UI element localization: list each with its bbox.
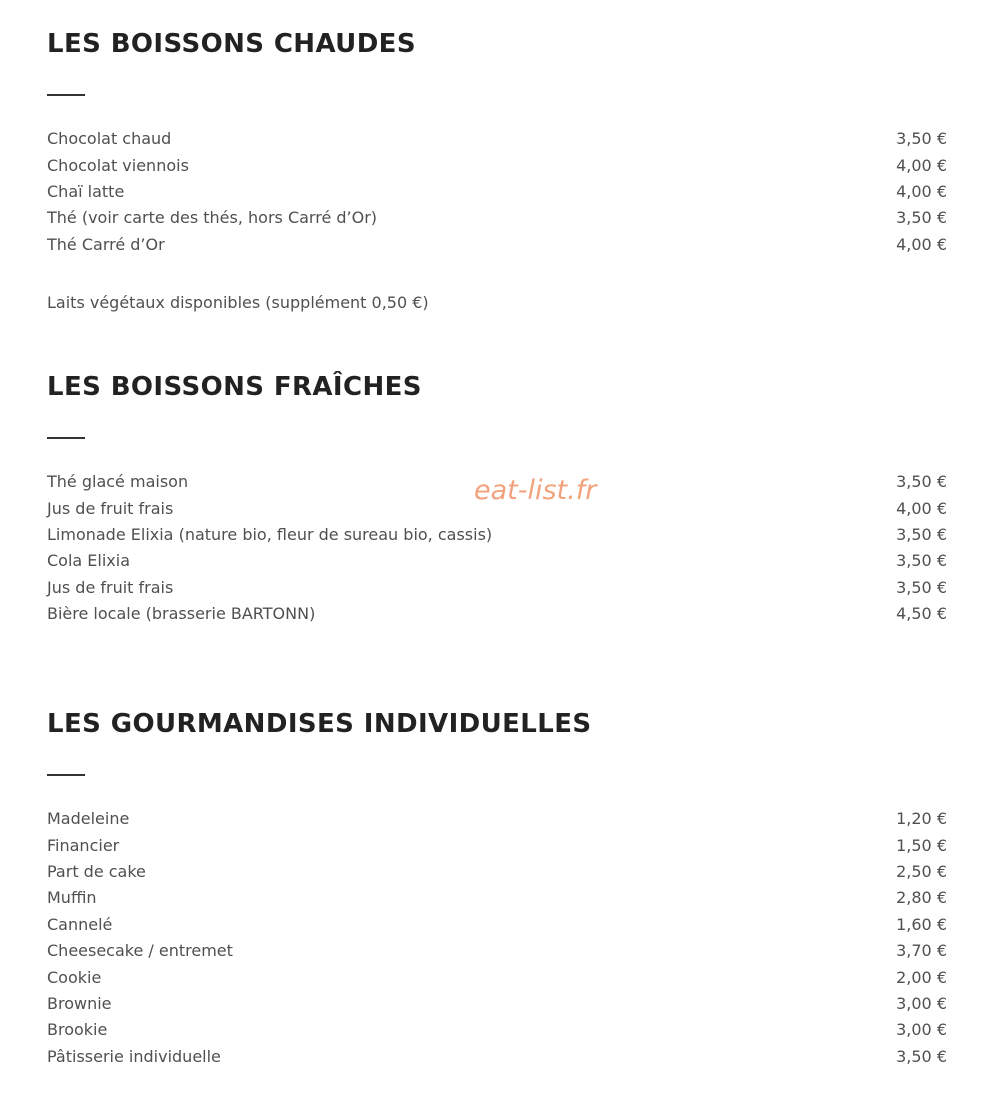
menu-item-name: Brownie [47,993,112,1013]
menu-item-price: 3,00 € [896,1020,947,1040]
menu-item-name: Bière locale (brasserie BARTONN) [47,604,316,624]
menu-item [47,859,947,885]
menu-item-price: 4,00 € [896,234,947,254]
menu-item-price: 1,50 € [896,835,947,855]
menu-item [47,1044,947,1070]
menu-item-price: 3,00 € [896,993,947,1013]
menu-item [47,806,947,832]
menu-item [47,964,947,990]
menu-item [47,126,947,152]
menu-item-name: Cookie [47,967,102,987]
menu-item-name: Chocolat viennois [47,155,189,175]
section-title: LES BOISSONS CHAUDES [47,29,416,59]
menu-item [47,912,947,938]
menu-item-name: Limonade Elixia (nature bio, fleur de sureau bio, cassis) [47,524,493,544]
menu-item-name: Cheesecake / entremet [47,941,233,961]
menu-item-name: Brookie [47,1020,108,1040]
menu-item [47,601,947,627]
menu-item-price: 3,50 € [896,472,947,492]
menu-item-price: 4,00 € [896,498,947,518]
plant-milk-note: Laits végétaux disponibles (supplément 0,50 €) [47,292,429,312]
menu-item-list [47,806,947,1070]
menu-item-price: 3,50 € [896,129,947,149]
menu-item-price: 4,00 € [896,181,947,201]
menu-item-name: Thé (voir carte des thés, hors Carré d’Or) [47,208,378,228]
menu-item-name: Financier [47,835,120,855]
menu-item-name: Chocolat chaud [47,129,172,149]
menu-item [47,575,947,601]
menu-item-name: Cola Elixia [47,551,131,571]
menu-item [47,205,947,231]
menu-item [47,991,947,1017]
section-individual-treats [47,708,947,1070]
menu-item-name: Muffin [47,888,97,908]
menu-item-price: 1,60 € [896,914,947,934]
menu-item [47,522,947,548]
menu-item [47,1017,947,1043]
menu-item [47,152,947,178]
menu-item-name: Jus de fruit frais [47,498,174,518]
menu-item-list [47,126,947,258]
menu-item-price: 4,50 € [896,604,947,624]
section-divider [47,94,85,96]
section-title: LES GOURMANDISES INDIVIDUELLES [47,709,592,739]
menu-item [47,232,947,258]
menu-item-name: Madeleine [47,809,130,829]
section-title: LES BOISSONS FRAÎCHES [47,372,422,402]
menu-item-price: 2,50 € [896,861,947,881]
section-divider [47,437,85,439]
menu-item [47,548,947,574]
menu-item-price: 2,00 € [896,967,947,987]
menu-item-price: 3,50 € [896,524,947,544]
menu-item [47,179,947,205]
section-hot-drinks [47,28,947,316]
menu-item-price: 3,50 € [896,1046,947,1066]
menu-item-price: 2,80 € [896,888,947,908]
menu-item-price: 4,00 € [896,155,947,175]
menu-item-price: 3,50 € [896,577,947,597]
watermark: eat-list.fr [474,475,597,506]
menu-item [47,885,947,911]
menu-item-price: 3,50 € [896,551,947,571]
menu-item-price: 1,20 € [896,809,947,829]
menu-item-name: Thé glacé maison [47,472,189,492]
menu-item-name: Cannelé [47,914,113,934]
menu-item-name: Thé Carré d’Or [47,234,165,254]
menu-item [47,832,947,858]
menu-item-name: Part de cake [47,861,146,881]
menu-item [47,938,947,964]
menu-item-price: 3,70 € [896,941,947,961]
section-divider [47,774,85,776]
menu-item-name: Chaï latte [47,181,125,201]
menu-item-price: 3,50 € [896,208,947,228]
menu-item-name: Jus de fruit frais [47,577,174,597]
menu-item-name: Pâtisserie individuelle [47,1046,221,1066]
